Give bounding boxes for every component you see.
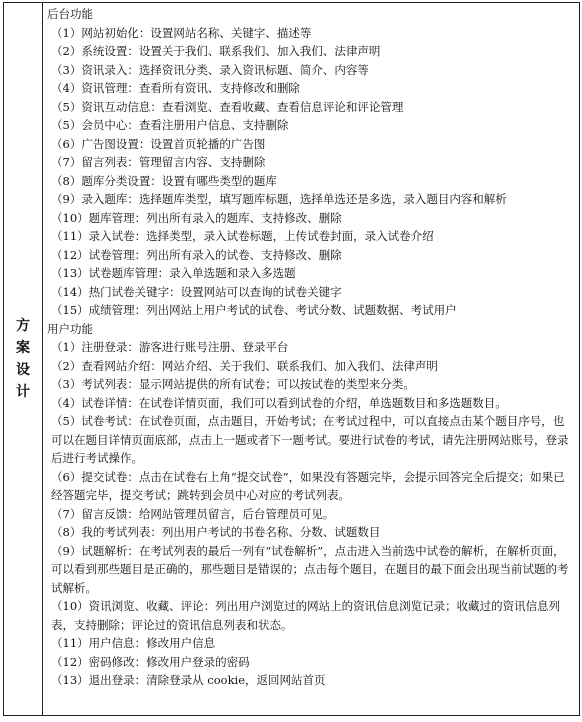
list-item: （11）录入试卷：选择类型，录入试卷标题，上传试卷封面，录入试卷介绍 xyxy=(51,229,434,243)
label-char: 方 xyxy=(16,318,30,334)
list-item: （15）成绩管理：列出网站上用户考试的试卷、考试分数、试题数据、考试用户 xyxy=(51,303,457,317)
list-item: （7）留言反馈：给网站管理员留言，后台管理员可见。 xyxy=(51,506,335,521)
section-label-cell xyxy=(4,3,43,715)
list-item: （8）题库分类设置：设置有哪些类型的题库 xyxy=(51,173,277,188)
list-item: （10）题库管理：列出所有录入的题库、支持修改、删除 xyxy=(51,210,342,225)
list-item: （8）我的考试列表：列出用户考试的书卷名称、分数、试题数目 xyxy=(51,525,381,539)
list-item: （13）退出登录：清除登录从 cookie，返回网站首页 xyxy=(51,673,326,687)
list-item: （11）用户信息：修改用户信息 xyxy=(51,636,216,650)
list-item: （5）资讯互动信息：查看浏览、查看收藏、查看信息评论和评论管理 xyxy=(51,99,404,114)
list-item: （7）留言列表：管理留言内容、支持删除 xyxy=(51,155,266,169)
list-item: （9）录入题库：选择题库类型，填写题库标题，选择单选还是多选，录入题目内容和解析 xyxy=(51,192,507,206)
list-item: （3）考试列表：显示网站提供的所有试卷；可以按试卷的类型来分类。 xyxy=(51,377,415,391)
list-item: （1）注册登录：游客进行账号注册、登录平台 xyxy=(51,340,289,354)
frontend-list xyxy=(47,338,575,690)
list-item: （2）系统设置：设置关于我们、联系我们、加入我们、法律声明 xyxy=(51,44,381,58)
list-item: （5）会员中心：查看注册用户信息、支持删除 xyxy=(51,118,289,132)
list-item: （13）试卷题库管理：录入单选题和录入多选题 xyxy=(51,266,296,280)
list-item: （3）资讯录入：选择资讯分类、录入资讯标题、简介、内容等 xyxy=(51,62,369,77)
list-item: （9）试题解析：在考试列表的最后一列有“试卷解析”，点击进入当前选中试卷的解析，在解析页面，可以看到那些题目是正确的，那些题目是错误的；点击每个题目，在题目的最下面会出现当前试题的考试解析。 xyxy=(51,543,569,595)
list-item: （1）网站初始化：设置网站名称、关键字、描述等 xyxy=(51,25,312,40)
list-item: （12）密码修改：修改用户登录的密码 xyxy=(51,654,250,669)
list-item: （2）查看网站介绍：网站介绍、关于我们、联系我们、加入我们、法律声明 xyxy=(51,358,438,373)
label-char: 计 xyxy=(16,384,30,400)
backend-title: 后台功能 xyxy=(47,7,93,21)
list-item: （5）试卷考试：在试卷页面，点击题目，开始考试；在考试过程中，可以直接点击某个题目序号，也可以在题目详情页面底部，点击上一题或者下一题考试。要进行试卷的考试，请先注册网站账号，登录后进行考试操作。 xyxy=(51,414,569,465)
label-char: 案 xyxy=(16,340,30,356)
list-item: （6）广告图设置：设置首页轮播的广告图 xyxy=(51,136,266,151)
list-item: （10）资讯浏览、收藏、评论：列出用户浏览过的网站上的资讯信息浏览记录；收藏过的资讯信息列表，支持删除；评论过的资讯信息列表和状态。 xyxy=(51,599,561,632)
list-item: （6）提交试卷：点击在试卷右上角“提交试卷”，如果没有答题完毕，会提示回答完全后提交；如果已经答题完毕，提交考试；跳转到会员中心对应的考试列表。 xyxy=(51,469,565,502)
list-item: （12）试卷管理：列出所有录入的试卷、支持修改、删除 xyxy=(51,247,342,262)
frontend-title: 用户功能 xyxy=(47,321,93,336)
label-char: 设 xyxy=(16,362,30,378)
backend-list xyxy=(47,24,575,320)
list-item: （4）试卷详情：在试卷详情页面，我们可以看到试卷的介绍，单选题数目和多选题数目。 xyxy=(51,395,507,410)
list-item: （14）热门试卷关键字：设置网站可以查询的试卷关键字 xyxy=(51,284,342,299)
content-cell xyxy=(43,3,579,715)
section-label xyxy=(16,315,30,403)
list-item: （4）资讯管理：查看所有资讯、支持修改和删除 xyxy=(51,81,300,95)
design-table xyxy=(3,2,580,716)
